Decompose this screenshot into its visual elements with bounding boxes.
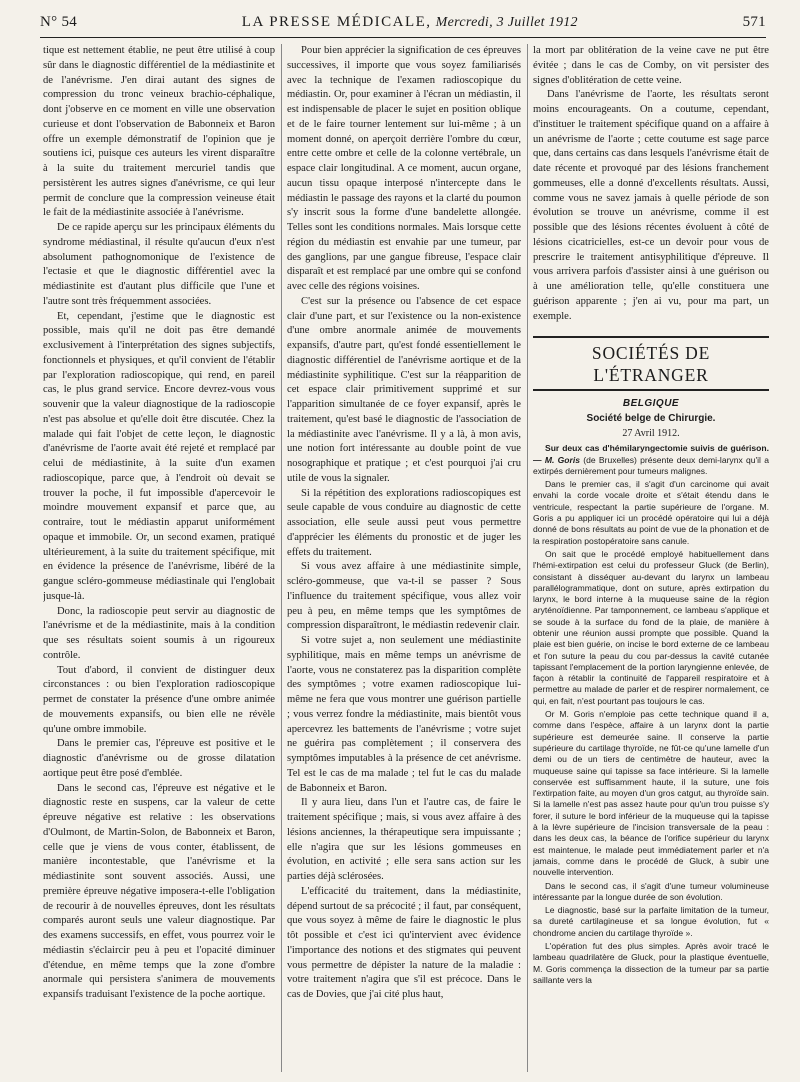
- section-heading: SOCIÉTÉS DE L'ÉTRANGER: [533, 336, 769, 391]
- paragraph: Pour bien apprécier la signification de ces épreuves successives, il importe que vous soyez familiarisés avec la technique de l'examen radioscopique du médiastin. Or, pour examiner à l'écran un médiastin, il est indispensable de placer le sujet en position oblique et de le faire tourner lentement sur lui-même ; à un moment donné, on aperçoit derrière l'ombre du cœur, entre cette ombre et celle de la colonne vertébrale, un espace clair longitudinal. A ce moment, aucun organe, aucun tissu opaque interposé n'intercepte dans le médiastin le passage des rayons et la clarté du poumon s'y inscrit sous la forme d'une bandelette allongée. Telles sont les conditions normales. Mais lorsque cette région du médiastin est envahie par une tumeur, par des ganglions, par une gangue fibreuse, l'espace clair disparaît et est remplacé par une ombre qui se confond avec celle des régions voisines.: [287, 45, 521, 292]
- paragraph: Donc, la radioscopie peut servir au diagnostic de l'anévrisme et de la médiastinite, mais à la condition que ses résultats soient soumis à un rigoureux contrôle.: [43, 605, 275, 661]
- report-intro: (de Bruxelles) présente deux demi-larynx qu'il a extirpés dernièrement pour tumeurs malignes.: [533, 454, 769, 476]
- column-right: [533, 44, 769, 1074]
- report-paragraph: On sait que le procédé employé habituellement dans l'hémi-extirpation est celui du professeur Gluck (de Berlin), consistant à disséquer au-devant du larynx un lambeau parallélogrammatique, dont on suture, après extirpation du larynx, le bord interne à la muqueuse saine de la région aryténoïdienne. Par tamponnement, ce lambeau s'applique et se soude à la surface du fond de la plaie, de manière à obtenir une réunion aussi prompte que possible. Quand la plaie est bien guérie, on incise le bord externe de ce lambeau et l'on suture la peau du cou par-dessus la cavité cutanée tapissant l'emplacement de la portion laryngienne enlevée, de façon à rétablir la continuité de l'appareil respiratoire et à permettre au malade de parler et de respirer normalement, ce qui, en fait, n'est pourtant pas toujours le cas.: [533, 548, 769, 706]
- issue-number: N° 54: [40, 14, 78, 30]
- page-header: [40, 14, 766, 36]
- report-lead: [533, 443, 769, 477]
- section-country: BELGIQUE: [622, 398, 680, 410]
- issue-date: Mercredi, 3 Juillet 1912: [435, 15, 578, 30]
- column-left: [43, 44, 275, 1074]
- section-society: Société belge de Chirurgie.: [586, 413, 716, 425]
- paragraph: L'efficacité du traitement, dans la médiastinite, dépend surtout de sa précocité ; il faut, par conséquent, que vous soyez à même de faire le diagnostic le plus tôt possible et c'est ici qu'intervient avec évidence l'importance des notions et des stigmates qui peuvent vous permettre de dépister la nature de la maladie : votre traitement n'agira que s'il est précoce. Dans le cas de Dovies, que j'ai cité plus haut,: [287, 885, 521, 1000]
- journal-title: LA PRESSE MÉDICALE,: [241, 14, 432, 30]
- column-divider: [527, 44, 528, 1072]
- paragraph: Si la répétition des explorations radioscopiques est seule capable de vous conduire au diagnostic de cette association, elle seule aussi peut vous permettre d'apprécier les éléments du pronostic et de juger les effets du traitement.: [287, 487, 521, 558]
- paragraph: De ce rapide aperçu sur les principaux éléments du syndrome médiastinal, il résulte qu'aucun d'eux n'est absolument pathognomonique de l'existence de l'ectasie et que le diagnostic différentiel avec la médiastinite est d'autant plus difficile que l'une et l'autre sont très fréquemment associées.: [43, 222, 275, 307]
- report-title: Sur deux cas d'hémilaryngectomie suivis de guérison. —: [533, 443, 769, 465]
- header-rule: [40, 37, 766, 38]
- report-paragraph: Dans le second cas, il s'agit d'une tumeur volumineuse intéressante par la longue durée de son évolution.: [533, 880, 769, 902]
- column-divider: [281, 44, 282, 1072]
- report-paragraph: Dans le premier cas, il s'agit d'un carcinome qui avait envahi la corde vocale droite et s'était étendu dans le ventricule, respectant la partie supérieure de l'organe. M. Goris a pu appliquer ici un procédé opératoire qui lui a déjà donné de bons résultats au point de vue de la phonation et de la respiration postopératoire sans canule.: [533, 479, 769, 546]
- report-author: M. Goris: [544, 454, 580, 465]
- paragraph: Il y aura lieu, dans l'un et l'autre cas, de faire le traitement spécifique ; mais, si vous avez affaire à des lésions anciennes, la thérapeutique sera impuissante ; elle n'agira que sur les lésions gommeuses en évolution, en activité ; elle sera sans action sur les parties déjà sclérosées.: [287, 797, 521, 882]
- report-paragraph: Le diagnostic, basé sur la parfaite limitation de la tumeur, sa dureté cartilagineuse et sa longue évolution, fut « chondrome ancien du cartilage thyroïde ».: [533, 905, 769, 938]
- society-report: [533, 443, 769, 986]
- paragraph: tique est nettement établie, ne peut être utilisé à coup sûr dans le diagnostic différentiel de la médiastinite et de l'anévrisme. J'en dirai autant des signes de compression du tronc veineux brachio-céphalique, dont j'observe en ce moment en ville une observation curieuse et dont l'observation de Babonneix et Baron offre un exemple démonstratif de l'opinion que je soutiens ici, puisque ces auteurs les virent disparaître à la suite du traitement mercuriel tandis que persistèrent les autres signes d'anévrisme, ce qui leur permit de conclure que la compression veineuse était le fait de la médiastinite associée à l'anévrisme.: [43, 45, 275, 219]
- paragraph: Si vous avez affaire à une médiastinite simple, scléro-gommeuse, que va-t-il se passer ? Sous l'influence du traitement spécifique, vous allez voir peu à peu, en même temps que les symptômes de compression disparaîtront, le médiastin redevenir clair.: [287, 561, 521, 632]
- paragraph: Dans le premier cas, l'épreuve est positive et le diagnostic d'anévrisme ou de grosse dilatation aortique peut être posé d'emblée.: [43, 738, 275, 779]
- journal-title-line: [242, 14, 578, 31]
- paragraph: Tout d'abord, il convient de distinguer deux circonstances : ou bien l'exploration radioscopique permet de constater la présence d'une ombre animée de mouvements expansifs, ou bien elle ne révèle qu'une ombre immobile.: [43, 664, 275, 735]
- paragraph: Et, cependant, j'estime que le diagnostic est possible, mais qu'il ne doit pas être demandé exclusivement à l'interprétation des signes subjectifs, fonctionnels et physiques, et qu'il convient de l'établir par l'exploration radioscopique, qui rend, en pareil cas, le plus grand service. Encore devrez-vous vous souvenir que la valeur diagnostique de la radioscopie n'est pas absolue et qu'elle doit être discutée. Chez la malade qui fait l'objet de cette leçon, le diagnostic d'anévrisme de l'aorte avait été rejeté et remplacé par celui de médiastinite, à la suite d'un examen radioscopique, parce que, à l'endroit où devait se trouver la poche, il fut impossible d'apercevoir le moindre mouvement expansif et parce que, au contraire, tout le médiastin apparut uniformément opaque et immobile. Or, un second examen, pratiqué ultérieurement, à la suite du traitement spécifique, mit en évidence la présence de l'anévrisme, libéré de la gangue scléro-gommeuse médiastinale qui l'englobait jusque-là.: [43, 310, 275, 602]
- paragraph: C'est sur la présence ou l'absence de cet espace clair d'une part, et sur l'existence ou la non-existence d'une ombre anormale animée de mouvements expansifs, d'autre part, qu'est fondé essentiellement le diagnostic différentiel de l'anévrisme aortique et de la médiastinite syphilitique. C'est sur la réapparition de cet espace clair primitivement supprimé et sur l'apparition simultanée de ce foyer expansif, après le traitement, qu'est basé le diagnostic de l'association de la médiastinite avec l'anévrisme. Il y a là, à mon avis, une notion fort intéressante au double point de vue nosographique et pratique ; et c'est pourquoi j'ai cru utile de vous la signaler.: [287, 295, 521, 484]
- report-paragraph: Or M. Goris n'emploie pas cette technique quand il a, comme dans l'espèce, affaire à un larynx dont la partie supérieure est demeurée saine. Il conserve la partie supérieure du cartilage thyroïde, ne fût-ce qu'une lamelle d'un demi ou de un tiers de centimètre de hauteur, avec la muqueuse saine qui tapisse sa face intérieure. Si la lamelle conservée est suffisamment haute, il la suture, une fois l'extirpation faite, au moyen d'un gros catgut, au thyroïde sain. Si la lamelle n'est pas assez haute pour qu'un trou puisse s'y forer, il suture le bord inférieur de la muqueuse qui la tapisse à la lèvre supérieure de l'incision transversale de la peau : dans les deux cas, la béance de l'orifice supérieur du larynx est maintenue, le malade peut immédiatement parler et n'a jamais, comme dans le procédé de Gluck, à subir une nouvelle intervention.: [533, 709, 769, 878]
- paragraph: Dans l'anévrisme de l'aorte, les résultats seront moins encourageants. On a coutume, cependant, d'instituer le traitement spécifique quand on a affaire à un anévrisme de l'aorte ; cette coutume est sage parce que, dans certains cas dans lesquels l'anévrisme était de date récente et provoqué par des lésions franchement gommeuses, elle a donné d'excellents résultats. Aussi, comme vous ne savez jamais à quelle période de son évolution se trouve un anévrisme, comme il est possible que des lésions récentes évoluent à côté de lésions cicatricielles, est-ce un devoir pour vous de prescrire le traitement antisyphilitique d'épreuve. Il vous arrivera parfois d'assister ainsi à une guérison ou à une amélioration telle, qu'elle constituera une guérison apparente ; j'en ai vu, pour ma part, un exemple.: [533, 89, 769, 322]
- section-date: 27 Avril 1912.: [622, 428, 680, 440]
- page-number: 571: [742, 14, 766, 30]
- column-middle: [287, 44, 521, 1074]
- paragraph: la mort par oblitération de la veine cave ne put être évitée ; dans le cas de Comby, on vit persister des signes d'oblitération de cette veine.: [533, 45, 769, 86]
- paragraph: Dans le second cas, l'épreuve est négative et le diagnostic reste en suspens, car la valeur de cette épreuve négative est relative : les observations d'Oulmont, de Martin-Solon, de Babonneix et Baron, celle que je viens de vous conter, établissent, de manière incontestable, que l'anévrisme et la médiastinite sont souvent associés. Aussi, une première épreuve négative imposera-t-elle l'obligation de recourir à de nouvelles épreuves, dont les résultats comparés auront seuls une valeur diagnostique. Par des examens successifs, en effet, vous pourrez voir le médiastin s'éclaircir peu à peu et l'opacité diminuer d'étendue, en même temps que la zone d'ombre anormale qui persistera s'animera de mouvements expansifs traduisant l'existence de la poche aortique.: [43, 782, 275, 1000]
- report-paragraph: L'opération fut des plus simples. Après avoir tracé le lambeau quadrilatère de Gluck, pour la plastique éventuelle, M. Goris commença la dissection de la tumeur par sa partie saillante vers la: [533, 941, 769, 985]
- paragraph: Si votre sujet a, non seulement une médiastinite syphilitique, mais en même temps un anévrisme de l'aorte, vous ne constaterez pas la disparition complète des symptômes ; votre examen radioscopique lui-même ne fera que vous montrer une guérison partielle ; vous verrez fondre la médiastinite, mais bientôt vous apercevrez les battements de l'anévrisme ; votre sujet ne guérira pas complètement ; il conservera des symptômes imputables à la présence de cet anévrisme. Tel est le cas de ma malade ; tel fut le cas du malade de Babonneix et Baron.: [287, 635, 521, 794]
